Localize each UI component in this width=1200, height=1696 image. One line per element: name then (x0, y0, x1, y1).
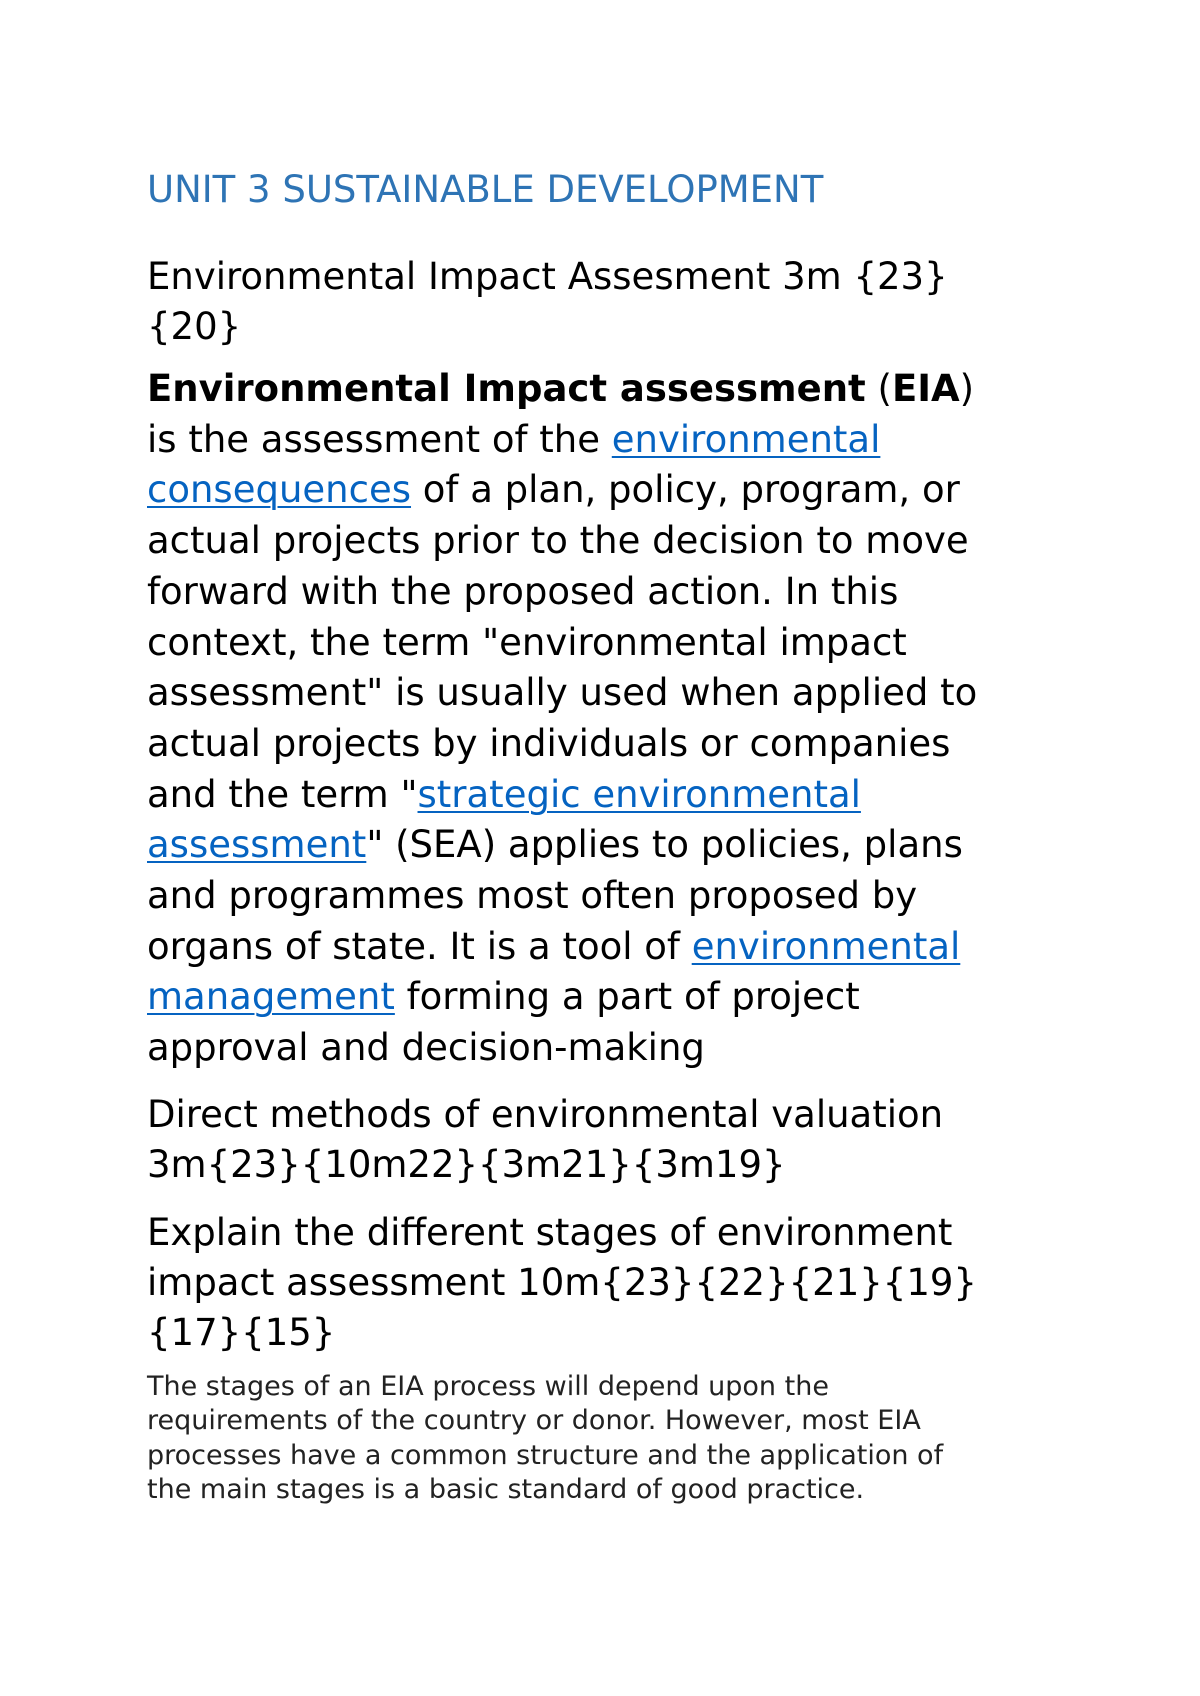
eia-text-7: actual projects by individuals or companies (147, 721, 951, 765)
environmental-management-link[interactable] (692, 925, 961, 968)
eia-definition-paragraph (147, 364, 1077, 1074)
question-eia-line-2: {20} (147, 305, 242, 348)
eia-text-2: of a plan, policy, program, or (411, 468, 960, 512)
link-text: strategic environmental (417, 772, 861, 816)
eia-text-4: forward with the proposed action. In this (147, 569, 899, 613)
question-direct-methods-line-1: Direct methods of environmental valuation (147, 1092, 944, 1136)
environmental-consequences-link-cont[interactable] (147, 468, 411, 511)
eia-text-12: forming a part of project (394, 975, 860, 1019)
eia-text-10: and programmes most often proposed by (147, 874, 918, 918)
link-text: consequences (147, 468, 412, 512)
stages-line-2: requirements of the country or donor. However, most EIA (147, 1405, 921, 1437)
question-direct-methods-line-2: 3m{23}{10m22}{3m21}{3m19} (147, 1142, 786, 1186)
stages-line-1: The stages of an EIA process will depend upon the (147, 1370, 829, 1402)
eia-bold-abbrev: EIA (891, 367, 960, 410)
eia-paren-open: ( (865, 367, 892, 410)
link-text: environmental (691, 924, 961, 968)
eia-text-9: " (SEA) applies to policies, plans (366, 823, 963, 867)
link-text: assessment (147, 823, 367, 867)
question-eia-line-1: Environmental Impact Assesment 3m {23} (147, 255, 948, 298)
strategic-environmental-assessment-link-cont[interactable] (147, 823, 366, 866)
eia-text-5: context, the term "environmental impact (147, 620, 907, 664)
question-eia-stages-line-2: impact assessment 10m{23}{22}{21}{19} (147, 1260, 977, 1304)
link-text: environmental (611, 417, 881, 461)
document-page (147, 168, 1077, 1508)
eia-bold-term: Environmental Impact assessment (147, 367, 866, 410)
eia-paren-close: ) (959, 367, 975, 410)
stages-line-3: processes have a common structure and the application of (147, 1439, 944, 1471)
strategic-environmental-assessment-link[interactable] (418, 773, 861, 816)
environmental-management-link-cont[interactable] (147, 975, 395, 1018)
link-text: management (147, 975, 395, 1019)
environmental-consequences-link[interactable] (612, 418, 881, 461)
question-eia-stages (147, 1208, 1077, 1358)
question-eia (147, 252, 1077, 352)
question-direct-methods (147, 1090, 1077, 1190)
eia-text-6: assessment" is usually used when applied to (147, 671, 978, 715)
eia-text-8: and the term " (147, 772, 418, 816)
unit-title: UNIT 3 SUSTAINABLE DEVELOPMENT (147, 168, 824, 211)
eia-text-3: actual projects prior to the decision to move (147, 519, 969, 563)
question-eia-stages-line-3: {17}{15} (147, 1310, 336, 1354)
eia-text-11: organs of state. It is a tool of (147, 924, 692, 968)
question-eia-stages-line-1: Explain the different stages of environment (147, 1210, 953, 1254)
eia-text-1: is the assessment of the (147, 417, 612, 461)
eia-text-13: approval and decision-making (147, 1026, 705, 1070)
eia-stages-paragraph (147, 1370, 1077, 1508)
stages-line-4: the main stages is a basic standard of good practice. (147, 1474, 865, 1506)
